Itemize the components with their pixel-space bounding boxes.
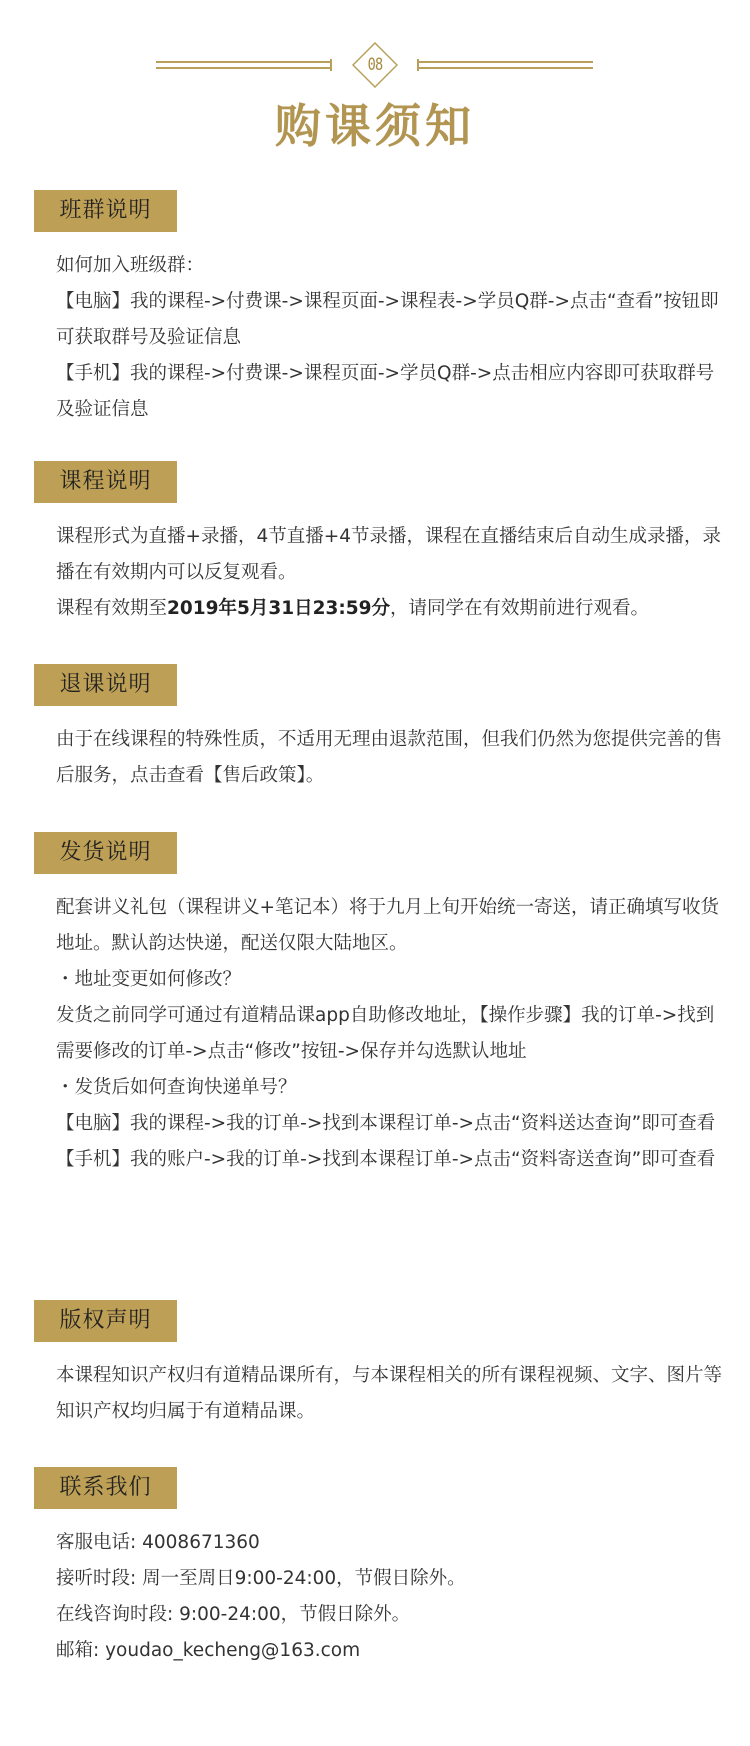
course-line-2	[56, 591, 728, 627]
contact-phone: 客服电话: 4008671360	[56, 1532, 260, 1553]
section-body-shipping	[56, 890, 728, 1178]
class-group-line-2: 【电脑】我的课程->付费课->课程页面->课程表->学员Q群->点击“查看”按钮即可获取群号及验证信息	[56, 291, 719, 348]
contact-online-hours: 在线咨询时段: 9:00-24:00，节假日除外。	[56, 1604, 411, 1625]
shipping-line-1: 配套讲义礼包（课程讲义+笔记本）将于九月上旬开始统一寄送，请正确填写收货地址。默认韵达快递，配送仅限大陆地区。	[56, 897, 720, 954]
section-header-shipping: 发货说明	[34, 832, 177, 874]
page-title: 购课须知	[275, 99, 475, 153]
section-header-class-group: 班群说明	[34, 190, 177, 232]
right-ornament-lines	[417, 59, 593, 71]
section-body-class-group	[56, 248, 728, 428]
section-header-course: 课程说明	[34, 461, 177, 503]
course-validity-date: 2019年5月31日23:59分	[167, 598, 391, 619]
section-header-copyright: 版权声明	[34, 1300, 177, 1342]
badge-number: 08	[367, 55, 383, 75]
section-number-badge	[352, 42, 398, 88]
class-group-line-1: 如何加入班级群：	[56, 255, 205, 276]
left-ornament-lines	[156, 59, 332, 71]
shipping-line-6: 【手机】我的账户->我的订单->找到本课程订单->点击“资料寄送查询”即可查看	[56, 1149, 716, 1170]
section-body-course	[56, 519, 728, 627]
copyright-line-1: 本课程知识产权归有道精品课所有，与本课程相关的所有课程视频、文字、图片等知识产权均归属于有道精品课。	[56, 1365, 723, 1422]
shipping-line-5: 【电脑】我的课程->我的订单->找到本课程订单->点击“资料送达查询”即可查看	[56, 1113, 716, 1134]
shipping-line-4: ・发货后如何查询快递单号？	[56, 1077, 297, 1098]
class-group-line-3: 【手机】我的课程->付费课->课程页面->学员Q群->点击相应内容即可获取群号及验证信息	[56, 363, 715, 420]
section-header-contact: 联系我们	[34, 1467, 177, 1509]
header-ornament	[0, 42, 750, 90]
section-header-refund: 退课说明	[34, 664, 177, 706]
course-line-1: 课程形式为直播+录播，4节直播+4节录播，课程在直播结束后自动生成录播，录播在有效期内可以反复观看。	[56, 526, 722, 583]
contact-phone-hours: 接听时段: 周一至周日9:00-24:00，节假日除外。	[56, 1568, 466, 1589]
shipping-line-3: 发货之前同学可通过有道精品课app自助修改地址，【操作步骤】我的订单->找到需要修改的订单->点击“修改”按钮->保存并勾选默认地址	[56, 1005, 715, 1062]
section-body-refund	[56, 722, 728, 794]
shipping-line-2: ・地址变更如何修改？	[56, 969, 242, 990]
course-validity-suffix: ，请同学在有效期前进行观看。	[390, 598, 650, 619]
course-validity-prefix: 课程有效期至	[56, 598, 168, 619]
section-body-copyright	[56, 1358, 728, 1430]
contact-email[interactable]: 邮箱: youdao_kecheng@163.com	[56, 1640, 361, 1661]
refund-line-1: 由于在线课程的特殊性质，不适用无理由退款范围，但我们仍然为您提供完善的售后服务，点击查看【售后政策】。	[56, 729, 723, 786]
section-body-contact	[56, 1525, 728, 1669]
